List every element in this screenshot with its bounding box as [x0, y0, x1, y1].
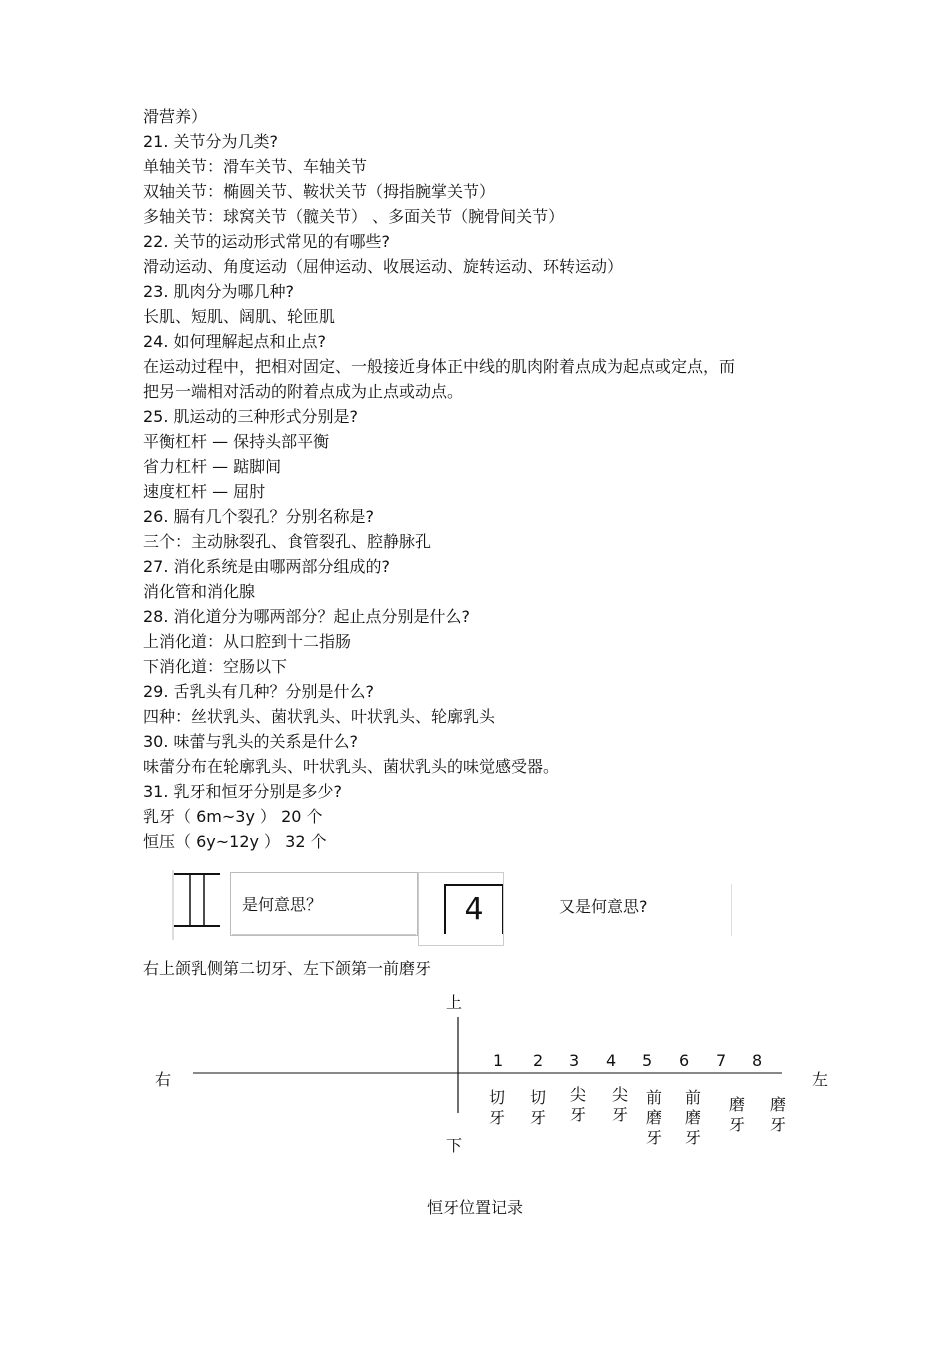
tooth-number-label: 2: [533, 1051, 544, 1070]
text-line: 多轴关节：球窝关节（髋关节） 、多面关节（腕骨间关节）: [143, 207, 565, 226]
text-body: [143, 104, 843, 854]
text-line: 25. 肌运动的三种形式分别是?: [143, 407, 359, 426]
text-line: 22. 关节的运动形式常见的有哪些?: [143, 232, 391, 251]
text-line: 24. 如何理解起点和止点?: [143, 332, 327, 351]
question-1-text: 是何意思？: [242, 895, 323, 914]
text-line: 省力杠杆 — 踮脚间: [143, 457, 282, 476]
tooth-name-char: 磨: [728, 1095, 745, 1114]
tooth-name-label: [487, 1088, 507, 1128]
tooth-name-char: 尖: [611, 1085, 628, 1104]
tooth-number-label: 4: [606, 1051, 617, 1070]
tooth-number-label: 3: [569, 1051, 580, 1070]
figure-caption: 右上颌乳侧第二切牙、左下颌第一前磨牙: [143, 959, 432, 978]
tooth-number: 4: [444, 884, 503, 934]
tooth-name-char: 牙: [569, 1105, 586, 1124]
label-left: 左: [812, 1070, 829, 1089]
text-line: 下消化道：空肠以下: [143, 657, 288, 676]
tooth-name-label: [568, 1085, 588, 1125]
text-line: 双轴关节：椭圆关节、鞍状关节（拇指腕掌关节）: [143, 182, 496, 201]
tooth-name-char: 磨: [645, 1108, 662, 1127]
text-line: 28. 消化道分为哪两部分？起止点分别是什么?: [143, 607, 471, 626]
text-line: 速度杠杆 — 屈肘: [143, 482, 266, 501]
text-line: 上消化道：从口腔到十二指肠: [143, 632, 352, 651]
tooth-name-char: 牙: [529, 1108, 546, 1127]
text-line: 长肌、短肌、阔肌、轮匝肌: [143, 307, 336, 326]
label-down: 下: [446, 1136, 463, 1155]
text-line: 四种：丝状乳头、菌状乳头、叶状乳头、轮廓乳头: [143, 707, 496, 726]
text-line: 30. 味蕾与乳头的关系是什么?: [143, 732, 359, 751]
text-line: 乳牙（ 6m~3y ） 20 个: [143, 807, 323, 826]
text-line: 29. 舌乳头有几种？分别是什么?: [143, 682, 375, 701]
tooth-name-label: [768, 1095, 788, 1135]
tooth-number-label: 6: [679, 1051, 690, 1070]
tooth-name-char: 牙: [728, 1115, 745, 1134]
text-line: 味蕾分布在轮廓乳头、叶状乳头、菌状乳头的味觉感受器。: [143, 757, 560, 776]
text-line: 三个：主动脉裂孔、食管裂孔、腔静脉孔: [143, 532, 432, 551]
tooth-name-char: 牙: [488, 1108, 505, 1127]
tooth-number-label: 1: [493, 1051, 504, 1070]
tooth-name-label: [610, 1085, 630, 1125]
tooth-number-label: 8: [752, 1051, 763, 1070]
text-line: 滑营养）: [143, 107, 208, 126]
tooth-name-char: 前: [684, 1088, 701, 1107]
tooth-position-chart: [150, 985, 840, 1175]
tooth-name-char: 牙: [769, 1115, 786, 1134]
tooth-name-char: 前: [645, 1088, 662, 1107]
text-line: 把另一端相对活动的附着点成为止点或动点。: [143, 382, 464, 401]
roman-two-symbol: [172, 870, 222, 940]
label-up: 上: [446, 993, 463, 1012]
chart-axes: [150, 985, 840, 1175]
tooth-notation-figure: [172, 870, 742, 948]
chart-caption: 恒牙位置记录: [426, 1198, 523, 1217]
tooth-name-char: 切: [488, 1088, 505, 1107]
tooth-number-label: 5: [642, 1051, 653, 1070]
text-line: 在运动过程中，把相对固定、一般接近身体正中线的肌肉附着点成为起点或定点，而: [143, 357, 736, 376]
text-line: 23. 肌肉分为哪几种?: [143, 282, 295, 301]
tooth-name-label: [683, 1088, 703, 1148]
tooth-number-label: 7: [716, 1051, 727, 1070]
tooth-name-char: 磨: [684, 1108, 701, 1127]
question-2-text: 又是何意思?: [559, 897, 648, 916]
tooth-name-char: 切: [529, 1088, 546, 1107]
text-line: 消化管和消化腺: [143, 582, 256, 601]
tooth-name-label: [528, 1088, 548, 1128]
text-line: 平衡杠杆 — 保持头部平衡: [143, 432, 330, 451]
tooth-name-char: 牙: [684, 1128, 701, 1147]
tooth-name-char: 牙: [611, 1105, 628, 1124]
question-box-1-shadow: [232, 934, 416, 943]
tooth-name-char: 牙: [645, 1128, 662, 1147]
text-line: 31. 乳牙和恒牙分别是多少?: [143, 782, 343, 801]
text-line: 26. 膈有几个裂孔？分别名称是?: [143, 507, 375, 526]
divider-line: [731, 884, 732, 936]
tooth-name-char: 尖: [569, 1085, 586, 1104]
text-line: 滑动运动、角度运动（屈伸运动、收展运动、旋转运动、环转运动）: [143, 257, 624, 276]
tooth-name-label: [727, 1095, 747, 1135]
label-right: 右: [155, 1070, 172, 1089]
text-line: 恒压（ 6y~12y ） 32 个: [143, 832, 327, 851]
tooth-name-label: [644, 1088, 664, 1148]
text-line: 单轴关节：滑车关节、车轴关节: [143, 157, 368, 176]
tooth-name-char: 磨: [769, 1095, 786, 1114]
text-line: 21. 关节分为几类?: [143, 132, 279, 151]
text-line: 27. 消化系统是由哪两部分组成的?: [143, 557, 391, 576]
